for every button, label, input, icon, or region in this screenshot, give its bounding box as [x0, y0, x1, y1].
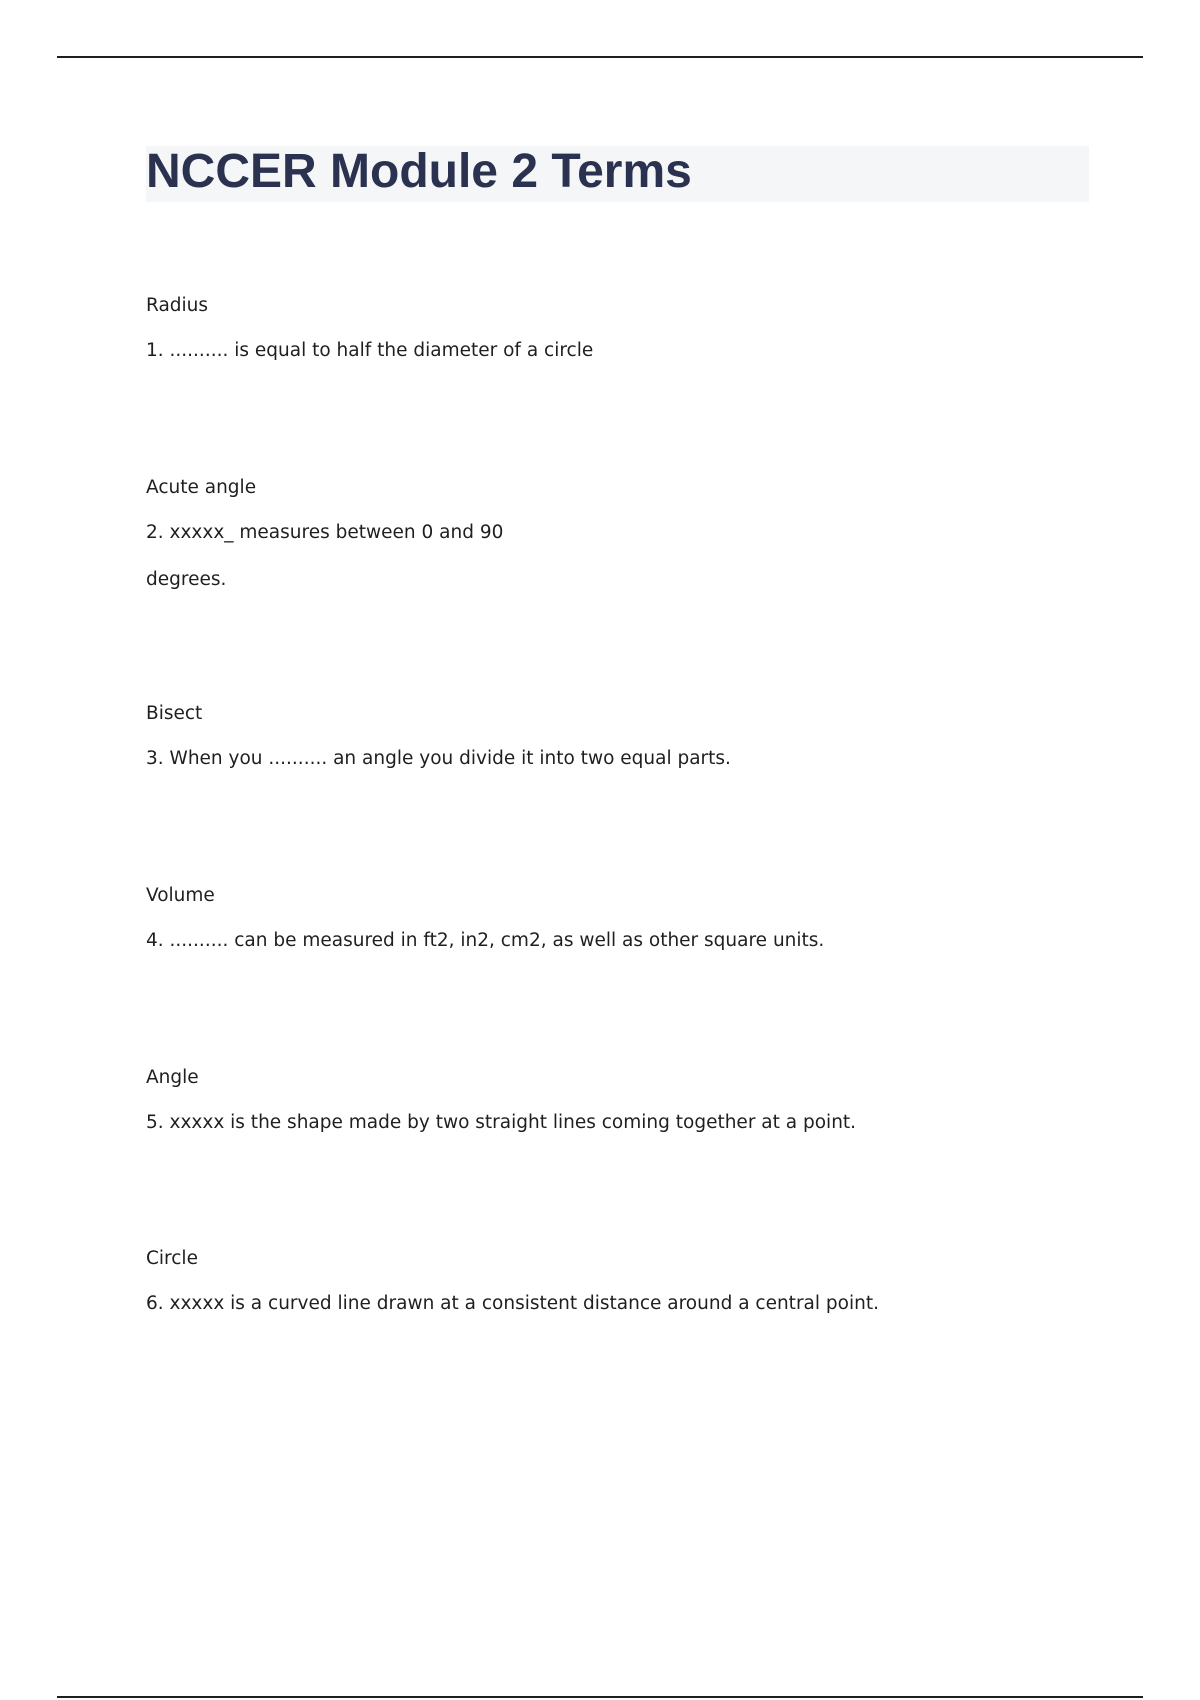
- term-definition: 6. xxxxx is a curved line drawn at a consistent distance around a central point.: [146, 1293, 879, 1314]
- term-entry-acute-angle: [146, 476, 1086, 592]
- term-definition: 4. .......... can be measured in ft2, in2, cm2, as well as other square units.: [146, 930, 825, 951]
- term-definition: 5. xxxxx is the shape made by two straight lines coming together at a point.: [146, 1112, 857, 1133]
- term-definition: 2. xxxxx_ measures between 0 and 90: [146, 522, 504, 543]
- term-entry-radius: [146, 294, 1086, 363]
- term-entry-circle: [146, 1247, 1086, 1316]
- term-entry-angle: [146, 1066, 1086, 1135]
- term-entry-bisect: [146, 702, 1086, 771]
- page-top-rule: [57, 56, 1143, 58]
- document-title: NCCER Module 2 Terms: [146, 145, 692, 198]
- term-definition: 1. .......... is equal to half the diameter of a circle: [146, 340, 594, 361]
- term-label: Radius: [146, 295, 209, 316]
- term-definition: 3. When you .......... an angle you divide it into two equal parts.: [146, 748, 731, 769]
- term-label: Circle: [146, 1248, 198, 1269]
- term-label: Acute angle: [146, 477, 257, 498]
- term-label: Angle: [146, 1067, 199, 1088]
- term-definition-continued: degrees.: [146, 569, 227, 590]
- term-label: Bisect: [146, 703, 203, 724]
- page-bottom-rule: [57, 1696, 1143, 1698]
- term-entry-volume: [146, 884, 1086, 953]
- term-label: Volume: [146, 885, 215, 906]
